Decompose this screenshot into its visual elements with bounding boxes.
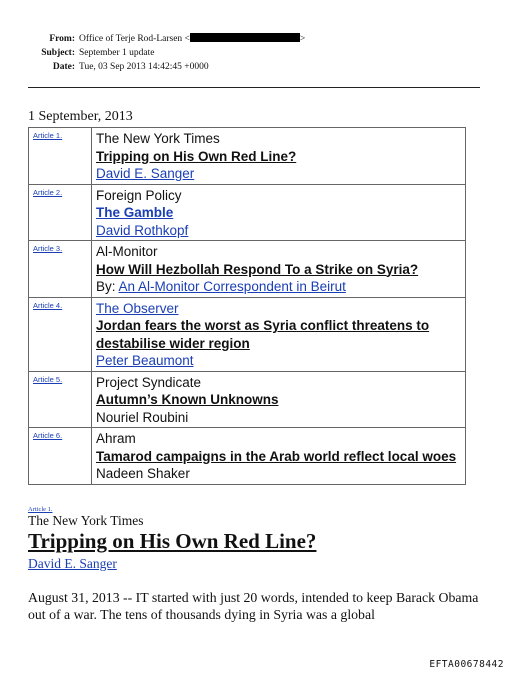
toc-article-link[interactable]: Article 1. xyxy=(33,131,63,140)
toc-author[interactable]: Peter Beaumont xyxy=(96,353,194,368)
toc-source: Ahram xyxy=(96,431,136,446)
toc-source: Project Syndicate xyxy=(96,374,202,390)
redaction-bar xyxy=(190,33,300,42)
toc-title[interactable]: Tripping on His Own Red Line? xyxy=(96,148,297,164)
date-label: Date: xyxy=(52,62,75,72)
toc-title[interactable]: The Gamble xyxy=(96,205,174,220)
toc-article-link[interactable]: Article 5. xyxy=(33,374,63,384)
subject-row xyxy=(24,46,305,60)
toc-author[interactable]: David E. Sanger xyxy=(96,166,195,181)
toc-row xyxy=(29,428,466,485)
toc-source: Foreign Policy xyxy=(96,187,182,203)
toc-row xyxy=(29,128,466,185)
toc-title[interactable]: Autumn’s Known Unknowns xyxy=(96,392,279,407)
toc-title[interactable]: Tamarod campaigns in the Arab world reflect local woes xyxy=(96,448,457,464)
article-source: The New York Times xyxy=(28,513,144,528)
toc-source[interactable]: The Observer xyxy=(96,300,179,316)
toc-author: Nadeen Shaker xyxy=(96,466,190,481)
from-row xyxy=(24,32,305,46)
toc-article-link[interactable]: Article 2. xyxy=(33,187,63,197)
toc-author-line xyxy=(96,278,465,296)
toc-author: Nouriel Roubini xyxy=(96,409,189,425)
toc-source: Al-Monitor xyxy=(96,244,158,259)
toc-row xyxy=(29,371,466,428)
email-header xyxy=(24,32,305,74)
document-id: EFTA00678442 xyxy=(429,659,504,670)
article-anchor-link[interactable]: Article 1. xyxy=(28,506,53,513)
toc-author-prefix: By: xyxy=(96,279,119,294)
toc-author[interactable]: An Al-Monitor Correspondent in Beirut xyxy=(118,279,346,294)
table-of-contents xyxy=(28,127,466,485)
toc-row xyxy=(29,184,466,241)
article-title: Tripping on His Own Red Line? xyxy=(28,529,317,553)
article-body: August 31, 2013 -- IT started with just 20 words, intended to keep Barack Obama out of a war. The tens of thousands dying in Syria was a global xyxy=(28,590,479,622)
toc-author[interactable]: David Rothkopf xyxy=(96,222,189,238)
from-label: From: xyxy=(49,34,75,44)
toc-title[interactable]: How Will Hezbollah Respond To a Strike on Syria? xyxy=(96,261,419,277)
subject-label: Subject: xyxy=(41,48,75,58)
article-author[interactable]: David E. Sanger xyxy=(28,556,117,571)
from-value: Office of Terje Rod-Larsen < > xyxy=(79,34,306,44)
date-value: Tue, 03 Sep 2013 14:42:45 +0000 xyxy=(79,62,209,72)
toc-source: The New York Times xyxy=(96,131,220,146)
toc-article-link[interactable]: Article 4. xyxy=(33,300,63,310)
toc-title[interactable]: Jordan fears the worst as Syria conflict threatens to destabilise wider region xyxy=(96,318,430,351)
header-divider xyxy=(28,87,480,88)
toc-article-link[interactable]: Article 3. xyxy=(33,244,63,253)
date-row xyxy=(24,60,305,74)
toc-row xyxy=(29,241,466,298)
subject-value: September 1 update xyxy=(79,48,155,58)
digest-date: 1 September, 2013 xyxy=(28,109,133,124)
toc-article-link[interactable]: Article 6. xyxy=(33,431,63,440)
toc-row xyxy=(29,297,466,371)
